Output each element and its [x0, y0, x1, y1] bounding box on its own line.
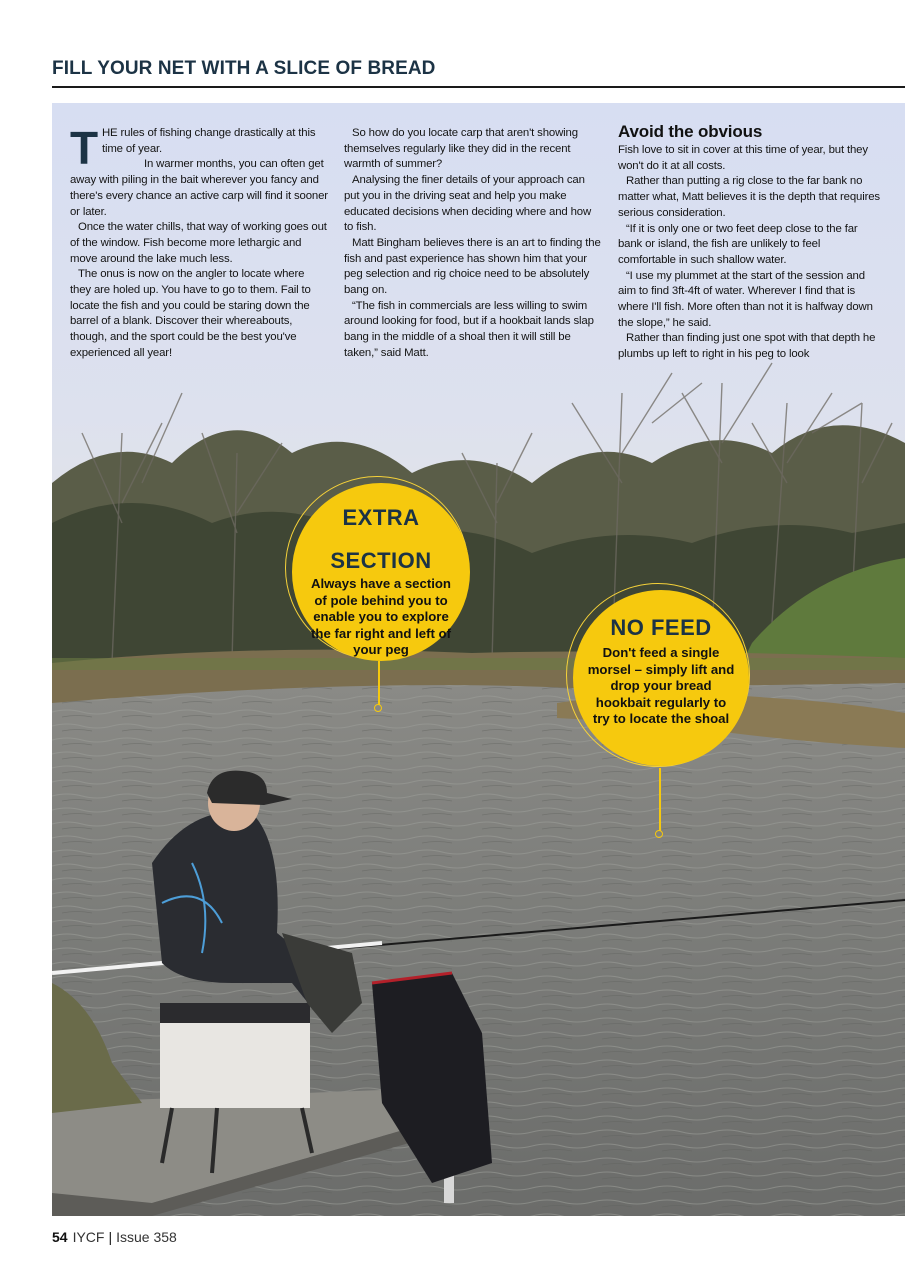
body-paragraph: The onus is now on the angler to locate where they are holed up. You have to go to them. Fail to locate the fish and you could be staring down the barrel of a blank. Discover their whereabouts, though, and the sport could be the best you've experienced all year!	[70, 268, 311, 359]
page-number: 54	[52, 1229, 68, 1245]
article-column-3	[618, 121, 880, 363]
body-paragraph: So how do you locate carp that aren't showing themselves regularly like they did in the recent warmth of summer?	[344, 127, 578, 171]
article-column-1	[70, 122, 328, 362]
intro-paragraph	[70, 122, 328, 174]
callout-extra-section	[292, 483, 470, 661]
magazine-name: IYCF	[72, 1229, 105, 1245]
callout-pointer-dot	[374, 704, 382, 712]
footer-separator: |	[108, 1229, 113, 1245]
body-paragraph: Analysing the finer details of your approach can put you in the driving seat and help you make educated decisions when deciding where and how to fish.	[344, 174, 592, 234]
issue-number: Issue 358	[116, 1229, 177, 1245]
callout-body: Always have a section of pole behind you to enable you to explore the far right and left of your peg	[310, 576, 451, 657]
callout-title: SECTION	[330, 548, 432, 573]
body-paragraph: In warmer months, you can often get away with piling in the bait wherever you fancy and there's every chance an active carp will find it sooner or later.	[70, 158, 328, 218]
article-column-2	[344, 126, 602, 362]
callout-title: EXTRA	[342, 505, 420, 530]
header-divider	[52, 86, 905, 88]
page-header-title: FILL YOUR NET WITH A SLICE OF BREAD	[52, 58, 436, 79]
body-paragraph: Fish love to sit in cover at this time of year, but they won't do it at all costs.	[618, 144, 868, 172]
callout-body: Don't feed a single morsel – simply lift and drop your bread hookbait regularly to try to locate the shoal	[587, 645, 735, 726]
page-footer	[52, 1229, 177, 1245]
section-heading: Avoid the obvious	[618, 122, 763, 141]
callout-no-feed	[573, 590, 749, 766]
callout-pointer-line	[378, 661, 380, 705]
callout-pointer-line	[659, 768, 661, 831]
body-paragraph: “I use my plummet at the start of the session and aim to find 3ft-4ft of water. Wherever I find that is where I'll fish. More often than not it is halfway down the slope,” he said.	[618, 269, 873, 329]
body-paragraph: “The fish in commercials are less willing to swim around looking for food, but if a hookbait lands slap bang in the middle of a shoal then it will still be taken,” said Matt.	[344, 299, 594, 359]
body-paragraph: Matt Bingham believes there is an art to finding the fish and past experience has shown him that your peg selection and rig choice need to be absolutely bang on.	[344, 236, 601, 297]
callout-pointer-dot	[655, 830, 663, 838]
intro-text: HE rules of fishing change drastically at this time of year.	[101, 127, 316, 155]
body-paragraph: “If it is only one or two feet deep close to the far bank or island, the fish are unlikely to feel comfortable in such shallow water.	[618, 222, 858, 266]
body-paragraph: Once the water chills, that way of working goes out of the window. Fish become more lethargic and move around the lake much less.	[70, 221, 327, 265]
drop-cap: T	[70, 122, 98, 174]
body-paragraph: Rather than finding just one spot with that depth he plumbs up left to right in his peg to look	[618, 332, 876, 361]
body-paragraph: Rather than putting a rig close to the far bank no matter what, Matt believes it is the depth that requires serious consideration.	[618, 175, 880, 219]
callout-title: NO FEED	[610, 615, 712, 640]
